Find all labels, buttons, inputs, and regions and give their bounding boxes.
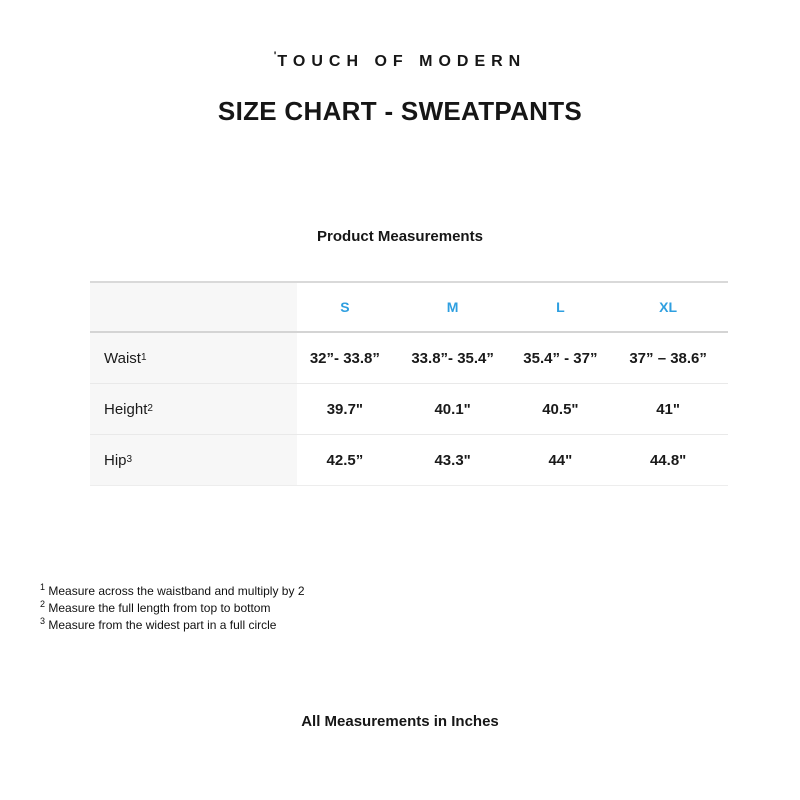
column-header-s: S [340, 299, 350, 315]
height-value-s: 39.7" [326, 400, 364, 418]
row-label-hip-text: Hip [104, 451, 127, 469]
column-header-l: L [556, 299, 565, 315]
footnote-waist [40, 583, 305, 600]
hip-value-s: 42.5” [326, 451, 364, 469]
footnotes [40, 583, 305, 634]
row-label-hip: Hip 3 [90, 435, 297, 485]
brand-logo-text: TOUCH OF MODERN [277, 53, 527, 70]
header-spacer-cell [90, 283, 297, 331]
brand-logo [0, 50, 800, 71]
footnote-height-sup: 2 [40, 599, 46, 609]
brand-logo-tick: ' [273, 50, 278, 62]
waist-value-xl: 37” – 38.6” [629, 349, 707, 367]
footnote-hip-text: Measure from the widest part in a full circle [48, 618, 277, 632]
table-header-row [90, 283, 728, 333]
column-header-m: M [446, 299, 459, 315]
row-label-height: Height 2 [90, 384, 297, 434]
size-table [90, 281, 728, 486]
footnote-height [40, 600, 305, 617]
row-label-waist: Waist 1 [90, 333, 297, 383]
footnote-hip-sup: 3 [40, 616, 46, 626]
waist-value-m: 33.8”- 35.4” [411, 349, 494, 367]
hip-value-xl: 44.8" [649, 451, 687, 469]
height-value-m: 40.1" [434, 400, 471, 418]
column-header-xl: XL [659, 299, 678, 315]
waist-value-s: 32”- 33.8” [309, 349, 380, 367]
height-value-xl: 41" [656, 400, 681, 418]
row-label-height-text: Height [104, 400, 148, 418]
hip-value-l: 44" [548, 451, 573, 469]
table-row-hip [90, 435, 728, 485]
row-label-waist-text: Waist [104, 349, 141, 367]
hip-value-m: 43.3" [434, 451, 471, 469]
table-row-height [90, 384, 728, 435]
units-note: All Measurements in Inches [301, 713, 499, 730]
height-value-l: 40.5" [542, 400, 579, 418]
table-row-waist [90, 333, 728, 384]
page-title: SIZE CHART - SWEATPANTS [217, 96, 583, 126]
footnote-height-text: Measure the full length from top to bottom [48, 601, 271, 615]
section-title: Product Measurements [317, 228, 483, 245]
waist-value-l: 35.4” - 37” [523, 349, 598, 367]
footnote-waist-text: Measure across the waistband and multiply by 2 [48, 584, 305, 598]
footnote-hip [40, 617, 305, 634]
footnote-waist-sup: 1 [40, 582, 46, 592]
